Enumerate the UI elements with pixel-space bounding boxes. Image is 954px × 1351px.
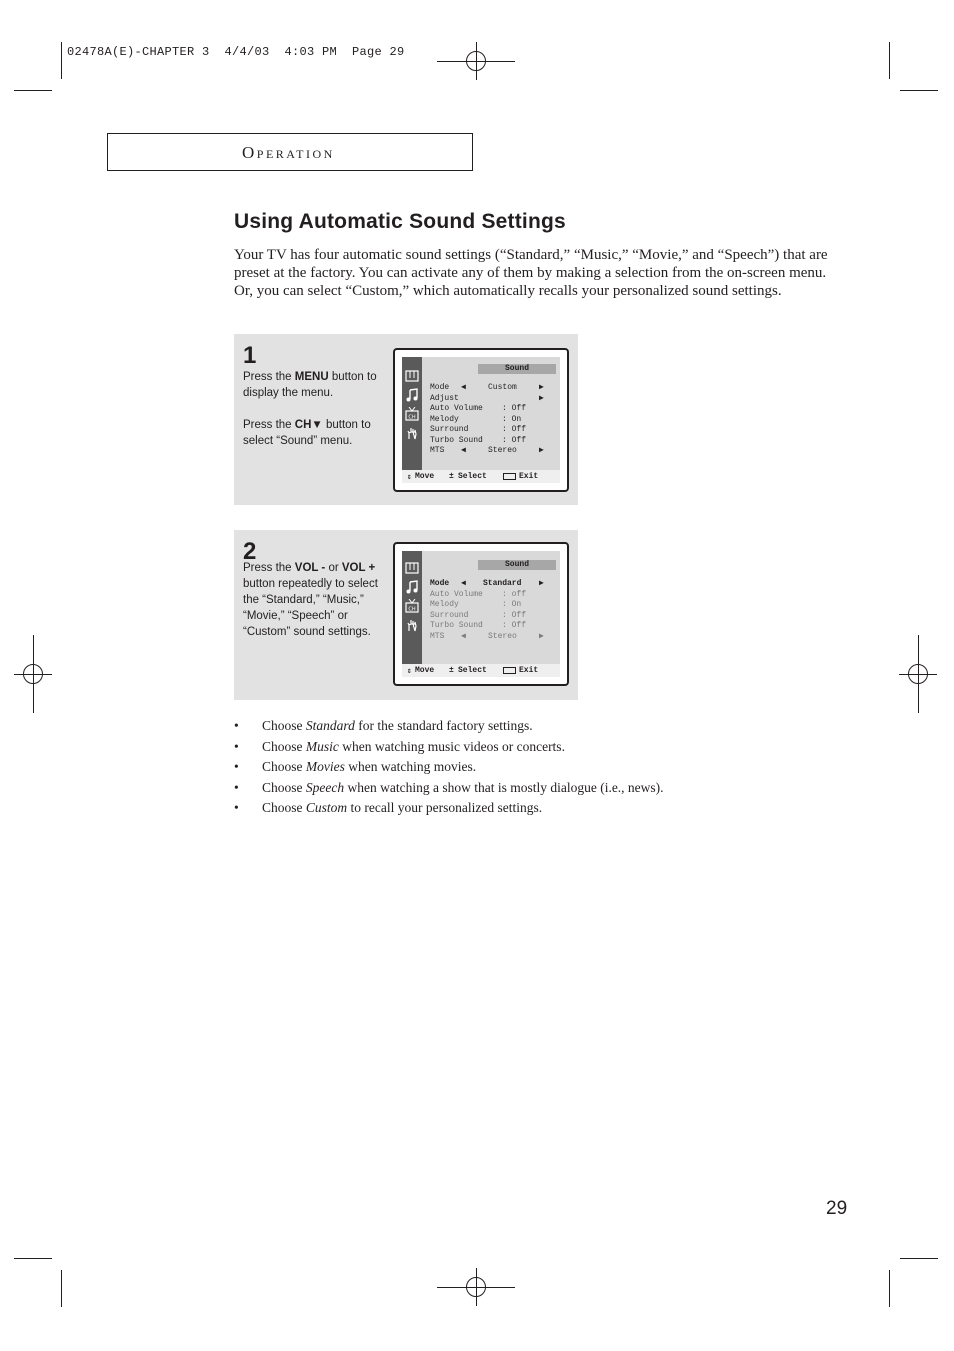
channel-icon — [405, 599, 419, 613]
osd-menu-rows — [430, 579, 552, 642]
osd-row-melody: Melody : On — [430, 414, 522, 424]
osd-row-turbo-sound: Turbo Sound : Off — [430, 435, 527, 445]
slug-line: 02478A(E)-CHAPTER 3 4/4/03 4:03 PM Page 29 — [67, 45, 405, 59]
select-icon: ± — [449, 666, 454, 675]
osd-row-mode: Mode ◀ Custom ▶ — [430, 383, 544, 392]
osd-menu-title: Sound — [478, 560, 556, 570]
page-number: 29 — [826, 1198, 848, 1219]
step-2-instructions: Press the VOL - or VOL + button repeatedly to select the “Standard,” “Music,” “Movie,” “Speech” or “Custom” sound settings. — [243, 562, 378, 638]
osd-menu-rows — [430, 383, 552, 457]
osd-screen-2 — [393, 542, 569, 686]
osd-footer: ⇕ Move ± Select Exit — [402, 470, 560, 483]
step-1-panel — [234, 334, 578, 505]
intro-paragraph: Your TV has four automatic sound settings (“Standard,” “Music,” “Movie,” and “Speech”) that are preset at the factory. You can activate any of them by making a selection from the on-screen menu. Or, you can select “Custom,” which automatically recalls your personalized sound settings. — [234, 247, 828, 299]
osd-row-mode: Mode ◀ Standard ▶ — [430, 579, 544, 588]
picture-icon — [405, 561, 419, 575]
menu-key: MENU — [294, 371, 329, 383]
volume-up-key: VOL + — [341, 562, 376, 574]
exit-icon — [503, 667, 516, 674]
list-item: • Choose Movies when watching movies. — [234, 759, 477, 774]
crop-mark — [900, 1258, 938, 1259]
volume-down-key: VOL - — [294, 562, 326, 574]
osd-screen-1 — [393, 348, 569, 492]
step-number: 1 — [243, 342, 257, 369]
list-item: • Choose Custom to recall your personalized settings. — [234, 800, 543, 815]
sound-icon — [405, 388, 419, 402]
osd-row-adjust: Adjust ▶ — [430, 393, 544, 403]
crop-mark — [889, 42, 890, 79]
bullet-list — [234, 716, 664, 819]
select-icon: ± — [449, 472, 454, 481]
crop-mark — [889, 1270, 890, 1307]
osd-icon-column — [402, 551, 422, 677]
channel-down-key: CH▼ — [294, 419, 323, 431]
osd-row-mts: MTS ◀ Stereo ▶ — [430, 446, 544, 455]
list-item: • Choose Standard for the standard factory settings. — [234, 718, 533, 733]
page-title: Using Automatic Sound Settings — [234, 210, 566, 233]
osd-menu-title: Sound — [478, 364, 556, 374]
crop-mark — [14, 90, 52, 91]
crop-mark — [14, 1258, 52, 1259]
picture-icon — [405, 369, 419, 383]
svg-text:CH: CH — [408, 414, 416, 421]
list-item: • Choose Music when watching music videos or concerts. — [234, 738, 565, 754]
step-number: 2 — [243, 538, 257, 565]
step-1-instructions: Press the MENU button to display the menu. Press the CH▼ button to select “Sound” menu. — [243, 371, 377, 447]
move-icon: ⇕ — [407, 473, 412, 482]
osd-footer: ⇕ Move ± Select Exit — [402, 664, 560, 677]
crop-mark — [61, 42, 62, 79]
osd-row-mts: MTS ◀ Stereo ▶ — [430, 631, 544, 641]
section-header: Operation — [242, 143, 335, 162]
sound-icon — [405, 580, 419, 594]
list-item: • Choose Speech when watching a show that is mostly dialogue (i.e., news). — [234, 779, 664, 795]
setup-icon — [405, 618, 419, 632]
move-icon: ⇕ — [407, 667, 412, 676]
crop-mark — [900, 90, 938, 91]
step-2-panel — [234, 530, 578, 700]
channel-icon — [405, 407, 419, 421]
osd-row-turbo-sound: Turbo Sound : Off — [430, 621, 527, 630]
svg-text:CH: CH — [408, 606, 416, 613]
osd-row-surround: Surround : Off — [430, 425, 527, 434]
section-header-box — [107, 133, 473, 171]
setup-icon — [405, 426, 419, 440]
osd-row-auto-volume: Auto Volume : Off — [430, 404, 527, 413]
exit-icon — [503, 473, 516, 480]
osd-icon-column — [402, 357, 422, 483]
osd-row-melody: Melody : On — [430, 600, 522, 609]
osd-row-auto-volume: Auto Volume : off — [430, 589, 527, 599]
crop-mark — [61, 1270, 62, 1307]
osd-row-surround: Surround : Off — [430, 610, 527, 620]
